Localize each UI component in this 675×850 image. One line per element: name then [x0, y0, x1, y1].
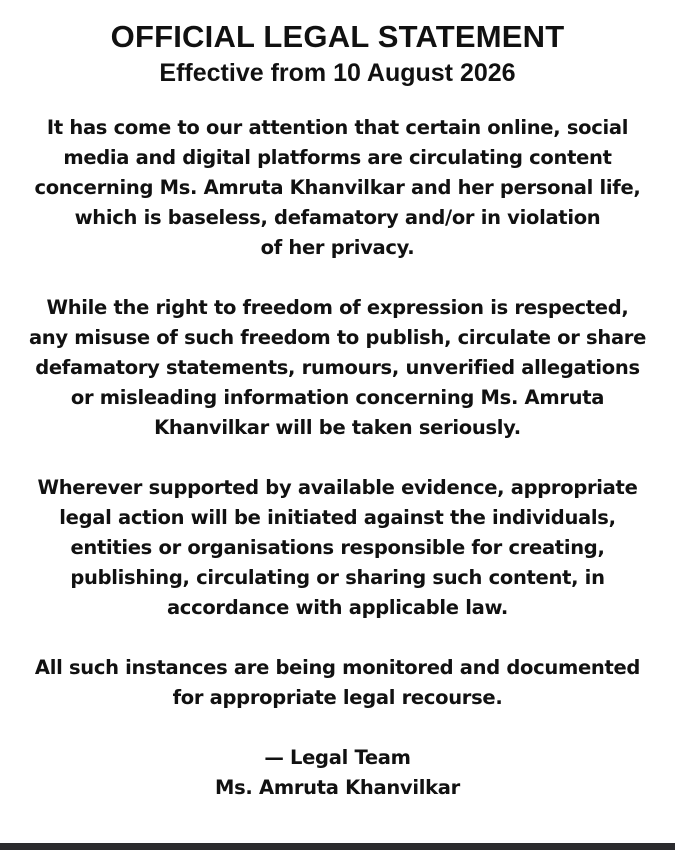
signoff — [12, 743, 663, 803]
paragraph-line: entities or organisations responsible for creating, — [70, 536, 605, 559]
statement-title: OFFICIAL LEGAL STATEMENT — [110, 19, 565, 54]
paragraph-line: All such instances are being monitored and documented — [34, 656, 641, 679]
effective-date: Effective from 10 August 2026 — [159, 59, 516, 87]
paragraph-line: Wherever supported by available evidence, appropriate — [37, 476, 638, 499]
paragraph-freedom-of-expression — [12, 293, 663, 443]
signoff-team: — Legal Team — [264, 746, 411, 769]
paragraph-line: Khanvilkar will be taken seriously. — [154, 416, 521, 439]
paragraph-monitoring — [12, 653, 663, 713]
paragraph-line: defamatory statements, rumours, unverified allegations — [35, 356, 640, 379]
paragraph-line: for appropriate legal recourse. — [172, 686, 503, 709]
bottom-divider-bar — [0, 843, 675, 850]
paragraph-legal-action — [12, 473, 663, 623]
paragraph-line: publishing, circulating or sharing such content, in — [70, 566, 605, 589]
paragraph-line: any misuse of such freedom to publish, circulate or share — [28, 326, 647, 349]
paragraph-line: media and digital platforms are circulating content — [63, 146, 612, 169]
paragraph-line: accordance with applicable law. — [166, 596, 509, 619]
paragraph-line: legal action will be initiated against the individuals, — [59, 506, 616, 529]
paragraph-line: While the right to freedom of expression is respected, — [46, 296, 629, 319]
paragraph-line: of her privacy. — [260, 236, 415, 259]
paragraph-line: It has come to our attention that certain online, social — [46, 116, 629, 139]
signoff-name: Ms. Amruta Khanvilkar — [215, 776, 460, 799]
paragraph-line: concerning Ms. Amruta Khanvilkar and her personal life, — [34, 176, 641, 199]
paragraph-line: which is baseless, defamatory and/or in violation — [74, 206, 601, 229]
paragraph-line: or misleading information concerning Ms. Amruta — [70, 386, 605, 409]
paragraph-attention — [12, 113, 663, 263]
